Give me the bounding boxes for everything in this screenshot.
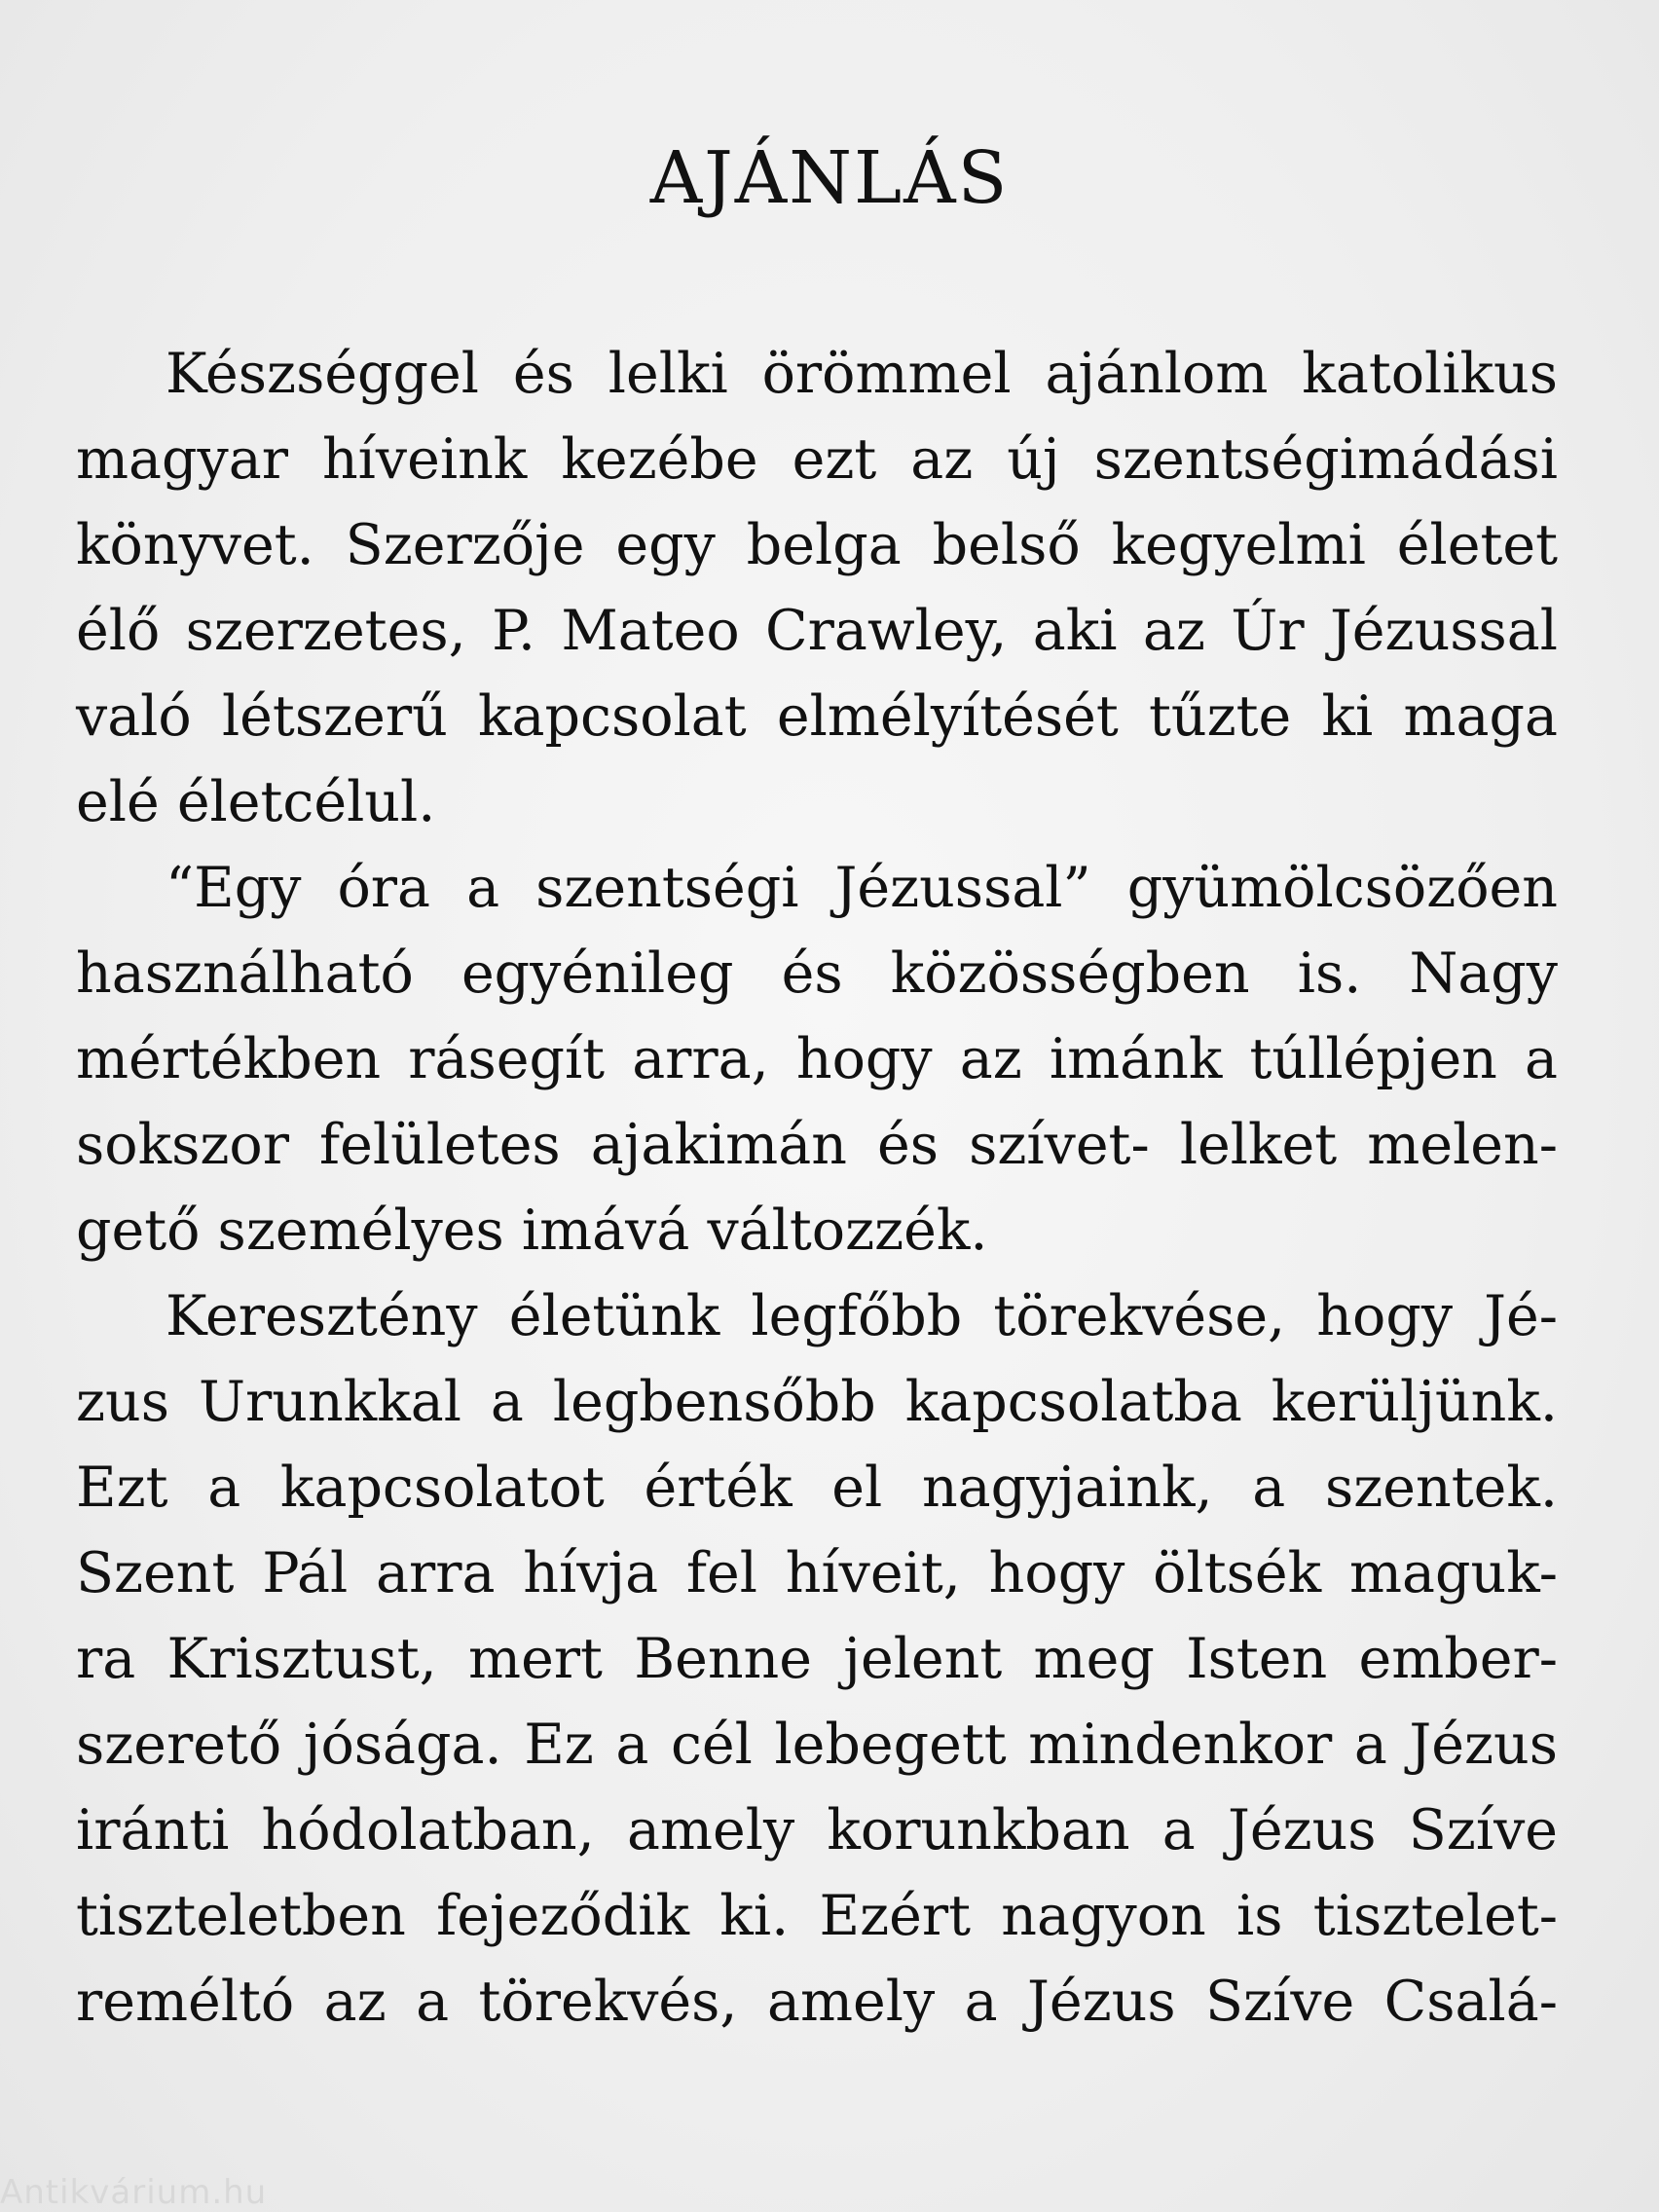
paragraph-1: [76, 331, 1558, 845]
watermark: Antikvárium.hu: [0, 2173, 268, 2212]
text-line: sokszor felületes ajakimán és szívet- lelket melen-: [76, 1113, 1558, 1177]
text-line: gető személyes imává változzék.: [76, 1198, 988, 1263]
text-line: szerető jósága. Ez a cél lebegett mindenkor a Jézus: [76, 1713, 1558, 1777]
text-line: ra Krisztust, mert Benne jelent meg Isten ember-: [76, 1627, 1558, 1691]
text-line: könyvet. Szerzője egy belga belső kegyelmi életet: [76, 513, 1558, 577]
text-line: mértékben rásegít arra, hogy az imánk túllépjen a: [76, 1027, 1558, 1091]
text-line: való létszerű kapcsolat elmélyítését tűzte ki maga: [76, 684, 1558, 749]
text-line: reméltó az a törekvés, amely a Jézus Szíve Csalá-: [76, 1970, 1558, 2034]
text-line: Keresztény életünk legfőbb törekvése, hogy Jé-: [166, 1284, 1558, 1348]
paragraph-3: [76, 1273, 1558, 2045]
text-line: élő szerzetes, P. Mateo Crawley, aki az Úr Jézussal: [76, 599, 1558, 663]
page-title: AJÁNLÁS: [649, 136, 1010, 220]
text-line: elé életcélul.: [76, 770, 436, 834]
text-line: tiszteletben fejeződik ki. Ezért nagyon is tisztelet-: [76, 1884, 1558, 1948]
text-line: magyar híveink kezébe ezt az új szentségimádási: [76, 427, 1558, 492]
text-line: Ezt a kapcsolatot érték el nagyjaink, a szentek.: [76, 1456, 1558, 1520]
text-line: iránti hódolatban, amely korunkban a Jézus Szíve: [76, 1798, 1558, 1862]
paragraph-2: [76, 845, 1558, 1273]
page-body: [76, 331, 1558, 2045]
text-line: Szent Pál arra hívja fel híveit, hogy öltsék maguk-: [76, 1541, 1558, 1605]
text-line: “Egy óra a szentségi Jézussal” gyümölcsözően: [166, 856, 1558, 920]
text-line: zus Urunkkal a legbensőbb kapcsolatba kerüljünk.: [76, 1370, 1558, 1434]
text-line: használható egyénileg és közösségben is. Nagy: [76, 941, 1558, 1006]
text-line: Készséggel és lelki örömmel ajánlom katolikus: [166, 342, 1558, 406]
